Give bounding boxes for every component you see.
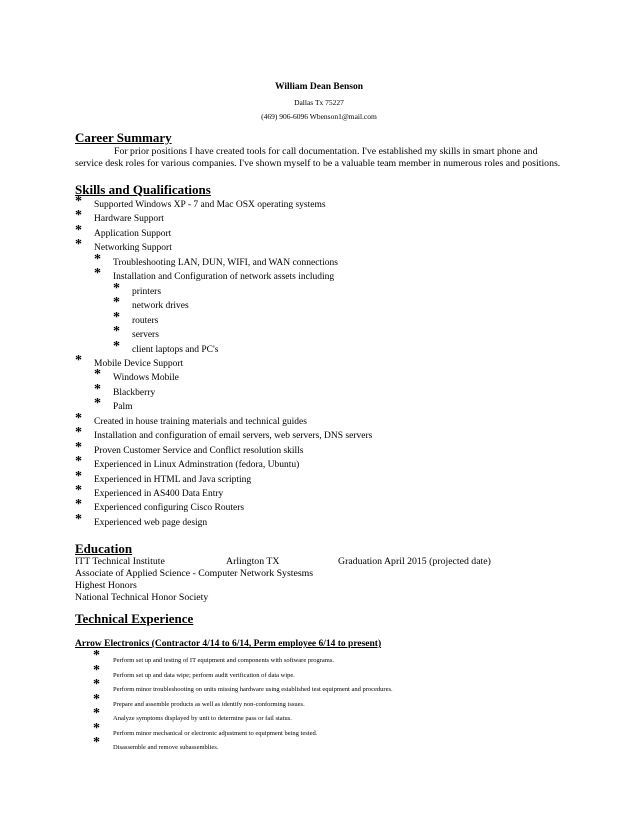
asterisk-bullet-icon: * [75, 483, 82, 498]
asterisk-bullet-icon: * [75, 194, 82, 209]
asterisk-bullet-icon: * [75, 208, 82, 224]
asterisk-bullet-icon: * [113, 338, 120, 354]
job-duty-text: Perform minor mechanical or electronic adjustment to equipment being tested. [113, 729, 318, 737]
asterisk-bullet-icon: * [75, 237, 82, 253]
education-city: Arlington TX [226, 556, 280, 567]
skill-item-text: network drives [132, 301, 189, 312]
asterisk-bullet-icon: * [113, 309, 120, 325]
job-duty-text: Disassemble and remove subassemblies. [113, 744, 219, 751]
education-degree: Associate of Applied Science - Computer Network Systesms [75, 568, 314, 579]
applicant-contact: (469) 906-6096 Wbenson1@mail.com [261, 112, 377, 121]
education-honors: Highest Honors [75, 580, 137, 591]
asterisk-bullet-icon: * [93, 662, 100, 678]
asterisk-bullet-icon: * [75, 511, 82, 527]
asterisk-bullet-icon: * [113, 324, 120, 339]
skill-item-text: Installation and configuration of email servers, web servers, DNS servers [94, 431, 373, 442]
asterisk-bullet-icon: * [113, 295, 120, 311]
technical-experience-heading: Technical Experience [75, 611, 194, 626]
asterisk-bullet-icon: * [75, 352, 82, 368]
skill-item-text: Windows Mobile [113, 373, 179, 384]
asterisk-bullet-icon: * [93, 691, 100, 707]
skill-item-text: printers [132, 286, 162, 297]
education-graduation: Graduation April 2015 (projected date) [338, 556, 491, 567]
education-heading: Education [75, 541, 133, 556]
job-duty-text: Perform set up and testing of IT equipment and components with software programs. [113, 657, 335, 664]
asterisk-bullet-icon: * [93, 648, 100, 663]
asterisk-bullet-icon: * [113, 280, 120, 296]
education-school-row [75, 556, 565, 568]
career-summary-heading: Career Summary [75, 130, 172, 145]
skill-item-text: Hardware Support [94, 214, 164, 225]
skill-item-text: routers [132, 315, 159, 326]
asterisk-bullet-icon: * [75, 425, 82, 441]
asterisk-bullet-icon: * [75, 410, 82, 426]
asterisk-bullet-icon: * [94, 396, 101, 412]
asterisk-bullet-icon: * [75, 454, 82, 470]
asterisk-bullet-icon: * [93, 677, 100, 692]
asterisk-bullet-icon: * [93, 735, 100, 750]
asterisk-bullet-icon: * [75, 497, 82, 513]
asterisk-bullet-icon: * [75, 439, 82, 455]
skills-heading: Skills and Qualifications [75, 182, 211, 197]
skill-item-text: Proven Customer Service and Conflict resolution skills [94, 445, 304, 456]
asterisk-bullet-icon: * [94, 266, 101, 282]
skill-item-text: Experienced web page design [94, 517, 208, 528]
skill-item-text: Mobile Device Support [94, 358, 184, 369]
skill-item-text: servers [132, 330, 159, 340]
asterisk-bullet-icon: * [94, 381, 101, 397]
job-duty-text: Perform minor troubleshooting on units missing hardware using established test equipment and procedures. [113, 686, 393, 693]
asterisk-bullet-icon: * [75, 222, 82, 238]
skill-item-text: Created in house training materials and technical guides [94, 416, 307, 427]
job-title: Arrow Electronics (Contractor 4/14 to 6/14, Perm employee 6/14 to present) [75, 639, 382, 649]
skill-item-text: Experienced in HTML and Java scripting [94, 474, 252, 485]
asterisk-bullet-icon: * [93, 720, 100, 736]
asterisk-bullet-icon: * [75, 468, 82, 484]
asterisk-bullet-icon: * [93, 706, 100, 721]
skill-item-text: Installation and Configuration of network assets including [113, 272, 335, 283]
skill-item-text: Experienced in Linux Adminstration (fedora, Ubuntu) [94, 460, 300, 471]
job-duty-text: Prepare and assemble products as well as identify non-conforming issues. [113, 700, 305, 708]
education-society: National Technical Honor Society [75, 592, 209, 603]
career-summary-text [75, 146, 565, 170]
job-duty-text: Analyze symptoms displayed by unit to determine pass or fail status. [113, 715, 292, 722]
applicant-location: Dallas Tx 75227 [294, 98, 344, 107]
skill-item-text: Blackberry [113, 387, 156, 398]
skill-item-text: Supported Windows XP - 7 and Mac OSX operating systems [94, 200, 326, 210]
skill-item-text: Palm [113, 402, 133, 413]
asterisk-bullet-icon: * [94, 367, 101, 383]
education-school: ITT Technical Institute [75, 556, 165, 567]
skill-item-text: Troubleshooting LAN, DUN, WIFI, and WAN connections [113, 257, 338, 268]
skill-item-text: Experienced in AS400 Data Entry [94, 489, 224, 499]
asterisk-bullet-icon: * [94, 251, 101, 267]
career-summary-body: For prior positions I have created tools for call documentation. I've established my skills in smart phone and service desk roles for various companies. I've shown myself to be a valuable team member in numerous roles and positions. [75, 146, 561, 169]
skill-item-text: Experienced configuring Cisco Routers [94, 503, 245, 514]
applicant-name: William Dean Benson [275, 82, 363, 92]
skill-item-text: Networking Support [94, 243, 172, 254]
skill-item-text: Application Support [94, 228, 172, 239]
skill-item-text: client laptops and PC's [132, 344, 219, 355]
job-duty-text: Perform set up and data wipe; perform audit verification of data wipe. [113, 671, 295, 679]
